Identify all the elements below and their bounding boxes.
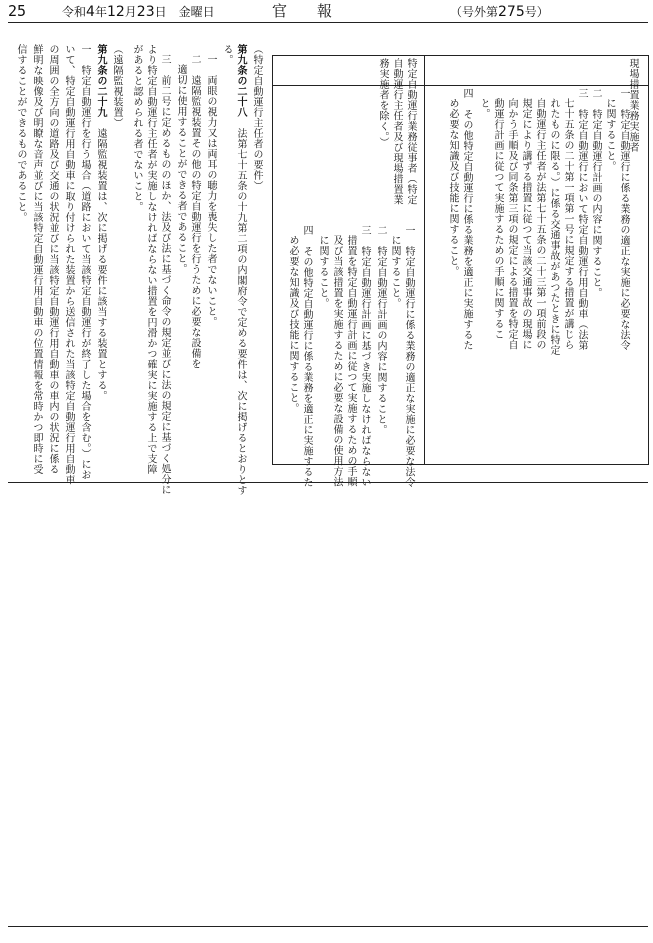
row2-item-line: 一 特定自動運行に係る業務の適正な実施に必要な法令: [403, 225, 414, 488]
row2-item-line: め必要な知識及び技能に関すること。: [287, 235, 298, 414]
date-month-suffix: 月: [124, 5, 137, 19]
row1-item-line: に関すること。: [604, 98, 615, 172]
table-row-divider: [424, 55, 425, 464]
date-weekday: 金曜日: [178, 5, 215, 19]
issue-number-value: 275: [498, 4, 525, 20]
row1-item-line: 自動運行主任者が法第七十五条の二十三第一項前段の: [534, 98, 545, 350]
article28-caption: （特定自動運行主任者の要件）: [251, 44, 262, 191]
date-year-suffix: 年: [94, 5, 107, 19]
date-era: 令和: [62, 5, 87, 19]
date-day-suffix: 日: [154, 5, 167, 19]
article29-item-line: 鮮明な映像及び明瞭な音声並びに当該特定自動運行用自動車の位置情報を常時かつ即時に受: [31, 44, 42, 475]
date-day: 23: [136, 4, 155, 20]
row1-item-line: と。: [478, 98, 489, 119]
row1-item-line: 四 その他特定自動運行に係る業務を適正に実施するた: [461, 88, 472, 351]
article29-item-line: の周囲の全方向の道路及び交通の状況並びに当該特定自動運行用自動車の車内の状況に係る: [47, 44, 58, 475]
row1-item-line: 動運行計画に従つて実施するための手順に関するこ: [492, 98, 503, 340]
row1-item-line: 向かう手順及び同条第三項の規定による措置を特定自: [506, 98, 517, 350]
gazette-title-b: 報: [317, 2, 339, 20]
issue-number: [450, 4, 549, 20]
article28-item-line: 三 前二号に定めるもののほか、法及び法に基づく命令の規定並びに法の規定に基づく処分に: [159, 54, 170, 495]
article28-item-line: より特定自動運行主任者が実施しなければならない措置を円滑かつ確実に実施する上で支障: [145, 44, 156, 475]
row1-item-line: 七十五条の二十第一項第一号に規定する措置が講じら: [562, 98, 573, 350]
issue-prefix: （号外第: [450, 5, 499, 19]
row2-item-line: 四 その他特定自動運行に係る業務を適正に実施するた: [301, 225, 312, 488]
article29-first-line: [94, 44, 107, 401]
gazette-title-a: 官: [272, 2, 294, 20]
row2-item-line: 二 特定自動運行計画の内容に関すること。: [375, 225, 386, 435]
article28-item-line: があると認められる者でないこと。: [131, 44, 142, 212]
row2-item-line: に関すること。: [317, 235, 328, 309]
gazette-title: [272, 3, 338, 19]
row1-item-line: 一 特定自動運行に係る業務の適正な実施に必要な法令: [618, 88, 629, 351]
row2-header-line: 特定自動運行業務従事者（特定: [405, 58, 416, 205]
row1-item-line: れたものに限る。）に係る交通事故があつたときに特定: [548, 98, 559, 356]
article29-item-line: いて、特定自動運行用自動車に取り付けられた装置から送信された当該特定自動運行用自動車: [63, 44, 74, 485]
page-number: 25: [8, 2, 27, 20]
article28-item-line: 一 両眼の視力又は両耳の聴力を喪失した者でないこと。: [205, 54, 216, 327]
row2-item-line: に関すること。: [389, 235, 400, 309]
row1-item-line: め必要な知識及び技能に関すること。: [447, 98, 458, 277]
row1-item-line: 三 特定自動運行において特定自動運行用自動車（法第: [576, 88, 587, 351]
row1-item-line: 規定により講ずる措置に従つて当該交通事故の現場に: [520, 98, 531, 350]
article29-item-line: 一 特定自動運行を行う場合（道路において当該特定自動運行が終了した場合を含む。）にお: [79, 44, 90, 480]
row2-header-line: 自動運行主任者及び現場措置業: [391, 58, 402, 205]
row1-header: 現場措置業務実施者: [627, 58, 638, 153]
gazette-header: [0, 0, 653, 24]
issue-suffix: 号）: [524, 5, 549, 19]
row2-item-line: 措置を特定自動運行計画に従つて実施するための手順: [345, 235, 356, 487]
row2-item-line: 三 特定自動運行計画に基づき実施しなければならない: [359, 225, 370, 488]
article29-body: 遠隔監視装置は、次に掲げる要件に該当する装置とする。: [95, 117, 106, 401]
row2-header-line: 務実施者を除く。）: [377, 58, 388, 148]
article28-item-line: 適切に使用することができる者であること。: [175, 64, 186, 274]
article28-body: 法第七十五条の十九第二項の内閣府令で定める要件は、次に掲げるとおりとす: [235, 117, 246, 496]
article28-body-line: る。: [221, 44, 232, 65]
article28-first-line: [234, 44, 247, 496]
article29-heading: 第九条の二十九: [95, 44, 106, 118]
article28-heading: 第九条の二十八: [235, 44, 246, 118]
header-rule: [8, 22, 648, 23]
table-header-divider: [272, 85, 648, 86]
section-rule: [8, 482, 648, 483]
article29-caption: （遠隔監視装置）: [111, 44, 122, 128]
row2-item-line: 及び当該措置を実施するために必要な設備の使用方法: [331, 235, 342, 487]
row1-item-line: 二 特定自動運行計画の内容に関すること。: [590, 88, 601, 298]
footer-rule: [8, 926, 648, 927]
date-year: 4: [86, 4, 95, 20]
issue-date: [62, 4, 215, 20]
article29-item-line: 信することができるものであること。: [15, 44, 26, 223]
article28-item-line: 二 遠隔監視装置その他の特定自動運行を行うために必要な設備を: [189, 54, 200, 369]
date-month: 12: [106, 4, 125, 20]
